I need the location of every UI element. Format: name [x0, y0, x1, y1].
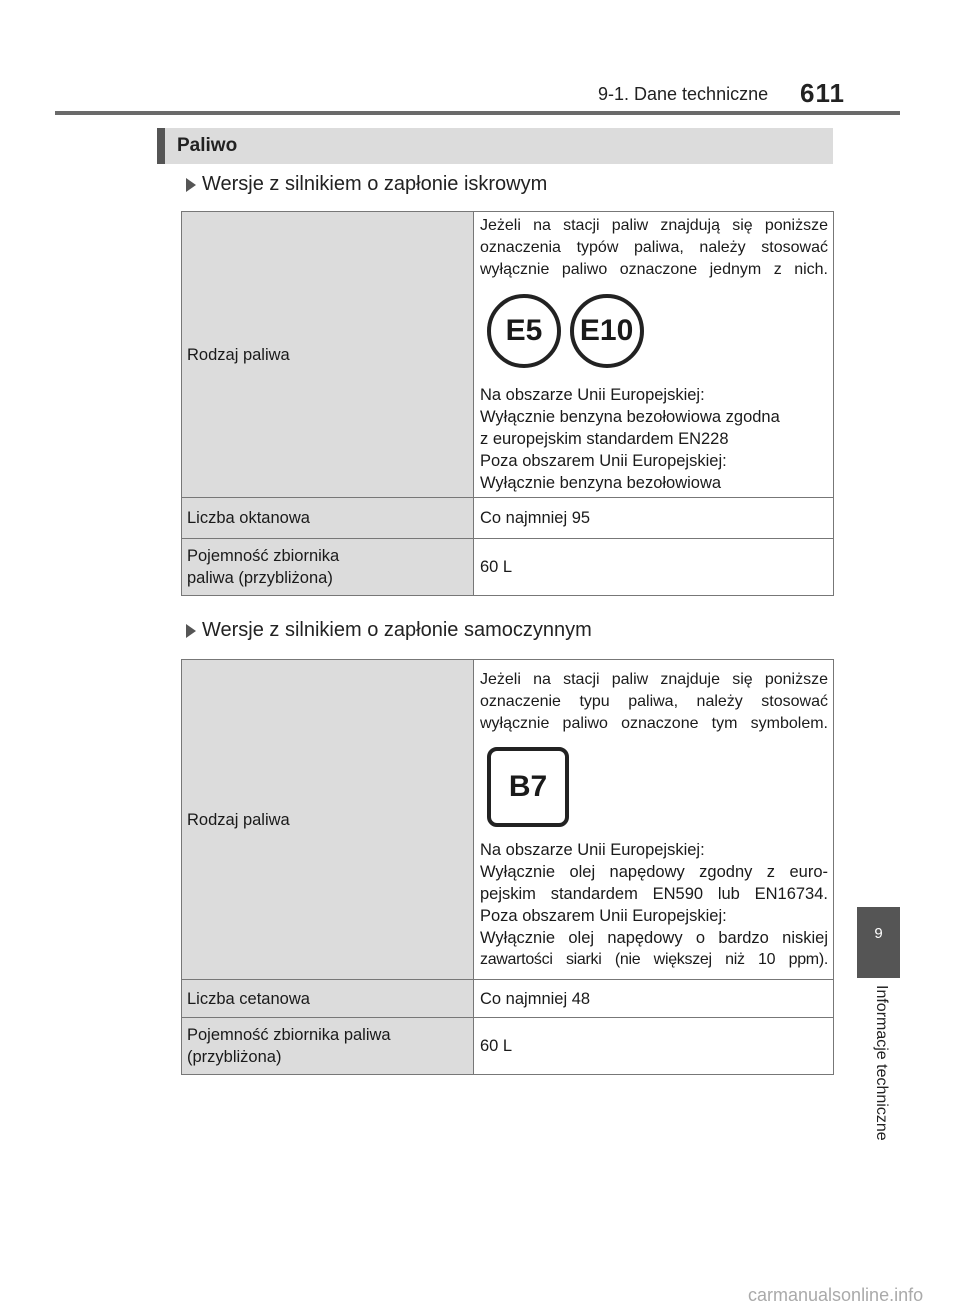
cetane-label: Liczba cetanowa — [182, 980, 474, 1018]
tank-label — [182, 1018, 474, 1075]
fuel-eu-info — [480, 384, 828, 494]
intro-line: wyłącznie paliwo oznaczone jednym z nich. — [480, 261, 828, 278]
page-number: 611 — [800, 78, 845, 108]
cetane-value: Co najmniej 48 — [474, 980, 834, 1018]
e5-symbol-icon: E5 — [487, 294, 561, 368]
intro-line: oznaczenia typów paliwa, należy stosować — [480, 239, 828, 256]
eu-line: zawartości siarki (nie większej niż 10 ppm). — [480, 950, 828, 968]
eu-line: Wyłącznie olej napędowy o bardzo niskiej — [480, 928, 828, 947]
eu-line: Poza obszarem Unii Europejskiej: — [480, 906, 727, 925]
fuel-symbols — [487, 747, 828, 827]
eu-line: Poza obszarem Unii Europejskiej: — [480, 452, 727, 470]
eu-line: Na obszarze Unii Europejskiej: — [480, 386, 705, 404]
tank-label-line: Pojemność zbiornika — [187, 547, 340, 565]
fuel-intro — [480, 669, 828, 735]
fuel-type-value — [474, 212, 834, 498]
watermark: carmanualsonline.info — [748, 1285, 924, 1305]
fuel-symbols — [487, 294, 828, 374]
diesel-spec-table — [181, 659, 834, 1075]
intro-line: oznaczenie typu paliwa, należy stosować — [480, 692, 828, 710]
octane-value: Co najmniej 95 — [474, 498, 834, 539]
diesel-subheading-text: Wersje z silnikiem o zapłonie samoczynnym — [202, 619, 592, 641]
intro-line: wyłącznie paliwo oznaczone tym symbolem. — [480, 714, 828, 732]
tank-label-line: paliwa (przybliżona) — [187, 569, 333, 587]
eu-line: Wyłącznie benzyna bezołowiowa zgodna — [480, 408, 780, 426]
tank-value: 60 L — [474, 1018, 834, 1075]
fuel-eu-info — [480, 839, 828, 971]
tank-label-line: Pojemność zbiornika paliwa — [187, 1026, 391, 1044]
gasoline-spec-table — [181, 211, 834, 596]
octane-label: Liczba oktanowa — [182, 498, 474, 539]
tank-label-line: (przybliżona) — [187, 1048, 282, 1066]
diesel-subheading — [186, 619, 592, 642]
side-tab — [857, 907, 900, 978]
triangle-bullet-icon — [186, 178, 196, 192]
section-title: Paliwo — [177, 135, 238, 156]
eu-line: Wyłącznie benzyna bezołowiowa — [480, 474, 722, 492]
fuel-intro — [480, 215, 828, 281]
gasoline-subheading-text: Wersje z silnikiem o zapłonie iskrowym — [202, 173, 548, 195]
e10-symbol-icon: E10 — [570, 294, 644, 368]
side-tab-label: Informacje techniczne — [873, 985, 890, 1141]
header-rule — [55, 111, 900, 115]
section-title-bar — [157, 128, 833, 164]
page-header-section: 9-1. Dane techniczne — [598, 84, 769, 104]
fuel-type-label: Rodzaj paliwa — [182, 212, 474, 498]
gasoline-subheading — [186, 173, 547, 196]
triangle-bullet-icon — [186, 624, 196, 638]
intro-line: Jeżeli na stacji paliw znajdują się poniższe — [480, 217, 828, 234]
intro-line: Jeżeli na stacji paliw znajduje się poniższe — [480, 670, 828, 688]
fuel-type-value — [474, 660, 834, 980]
side-tab-number: 9 — [874, 925, 883, 942]
b7-symbol-icon: B7 — [487, 747, 569, 827]
eu-line: pejskim standardem EN590 lub EN16734. — [480, 884, 828, 903]
eu-line: Wyłącznie olej napędowy zgodny z euro- — [480, 862, 828, 881]
title-accent — [157, 128, 165, 164]
tank-value: 60 L — [474, 539, 834, 596]
tank-label — [182, 539, 474, 596]
eu-line: Na obszarze Unii Europejskiej: — [480, 840, 705, 859]
eu-line: z europejskim standardem EN228 — [480, 430, 729, 448]
fuel-type-label: Rodzaj paliwa — [182, 660, 474, 980]
